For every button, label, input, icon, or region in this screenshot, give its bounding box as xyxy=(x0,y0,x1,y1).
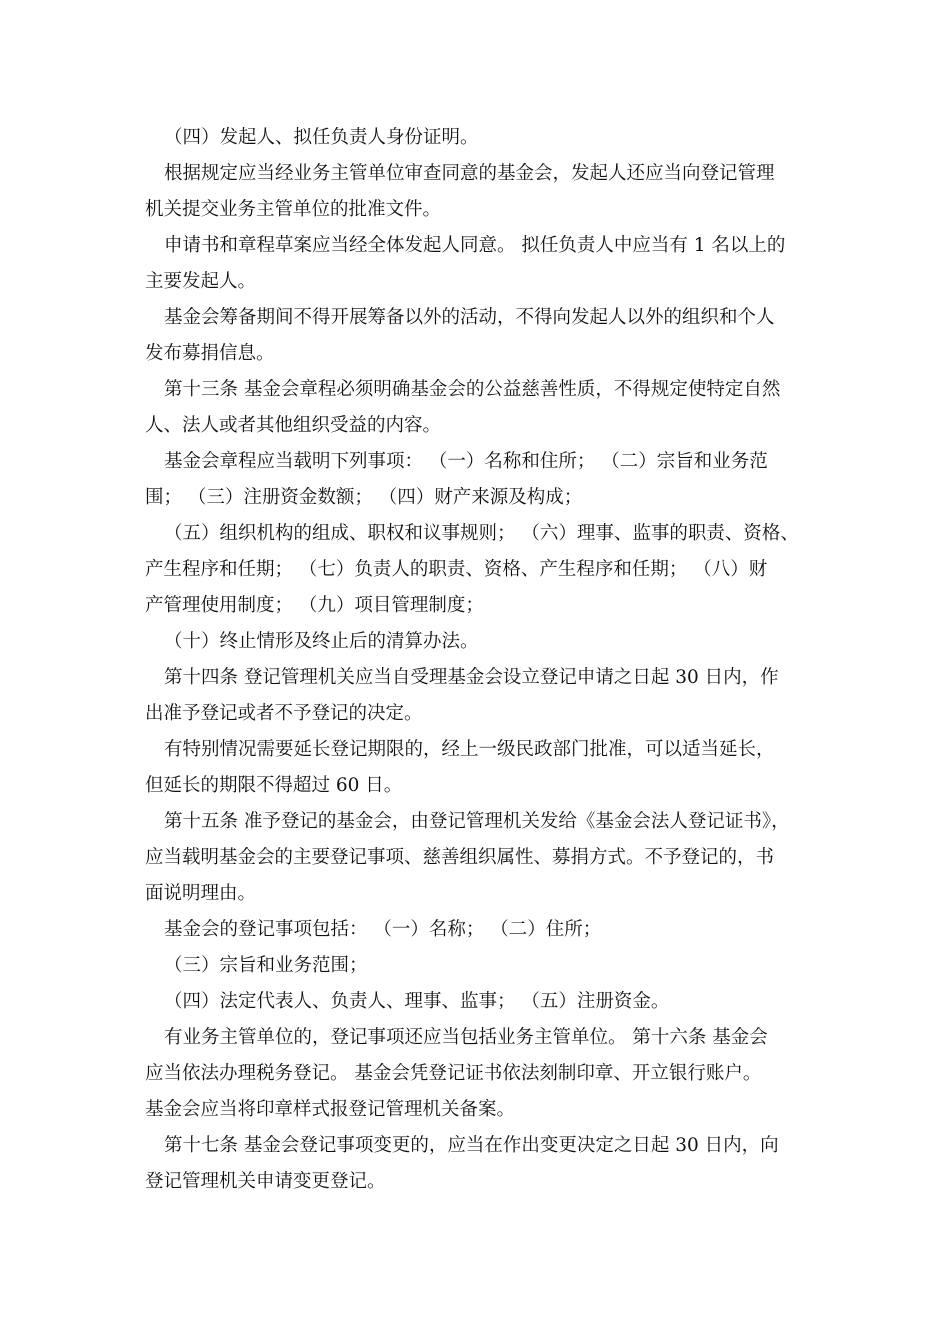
text-line: 但延长的期限不得超过 60 日。 xyxy=(145,775,403,796)
text-line: 有特别情况需要延长登记期限的，经上一级民政部门批准，可以适当延长， xyxy=(164,739,775,760)
text-line: 有业务主管单位的，登记事项还应当包括业务主管单位。 第十六条 基金会 xyxy=(164,1027,768,1048)
text-line: （十）终止情形及终止后的清算办法。 xyxy=(164,631,479,652)
text-line: 应当依法办理税务登记。 基金会凭登记证书依法刻制印章、开立银行账户。 xyxy=(145,1063,762,1084)
text-line: 根据规定应当经业务主管单位审查同意的基金会，发起人还应当向登记管理 xyxy=(164,163,775,184)
text-line: 发布募捐信息。 xyxy=(145,343,275,364)
text-line: （四）法定代表人、负责人、理事、监事； （五）注册资金。 xyxy=(164,991,670,1012)
text-line: 应当载明基金会的主要登记事项、慈善组织属性、募捐方式。不予登记的，书 xyxy=(145,847,775,868)
text-line: 基金会应当将印章样式报登记管理机关备案。 xyxy=(145,1099,516,1120)
text-line: 产生程序和任期； （七）负责人的职责、资格、产生程序和任期； （八）财 xyxy=(145,559,768,580)
text-line: 第十五条 准予登记的基金会，由登记管理机关发给《基金会法人登记证书》， xyxy=(164,811,790,832)
text-line: 第十七条 基金会登记事项变更的，应当在作出变更决定之日起 30 日内，向 xyxy=(164,1135,779,1156)
text-line: 登记管理机关申请变更登记。 xyxy=(145,1171,386,1192)
text-line: 面说明理由。 xyxy=(145,883,257,904)
text-line: 人、法人或者其他组织受益的内容。 xyxy=(145,415,442,436)
text-line: （四）发起人、拟任负责人身份证明。 xyxy=(164,127,479,148)
text-line: 产管理使用制度； （九）项目管理制度； xyxy=(145,595,484,616)
text-line: 第十四条 登记管理机关应当自受理基金会设立登记申请之日起 30 日内，作 xyxy=(164,667,779,688)
text-line: 基金会的登记事项包括： （一）名称； （二）住所； xyxy=(164,919,602,940)
text-line: （三）宗旨和业务范围； xyxy=(164,955,368,976)
text-line: 第十三条 基金会章程必须明确基金会的公益慈善性质，不得规定使特定自然 xyxy=(164,379,781,400)
text-line: 基金会章程应当载明下列事项： （一）名称和住所； （二）宗旨和业务范 xyxy=(164,451,768,472)
text-line: 基金会筹备期间不得开展筹备以外的活动，不得向发起人以外的组织和个人 xyxy=(164,307,775,328)
text-line: 主要发起人。 xyxy=(145,271,257,292)
text-line: 机关提交业务主管单位的批准文件。 xyxy=(145,199,442,220)
text-line: （五）组织机构的组成、职权和议事规则； （六）理事、监事的职责、资格、 xyxy=(164,523,799,544)
text-line: 申请书和章程草案应当经全体发起人同意。 拟任负责人中应当有 1 名以上的 xyxy=(164,235,786,256)
text-line: 围； （三）注册资金数额； （四）财产来源及构成； xyxy=(145,487,583,508)
text-line: 出准予登记或者不予登记的决定。 xyxy=(145,703,423,724)
